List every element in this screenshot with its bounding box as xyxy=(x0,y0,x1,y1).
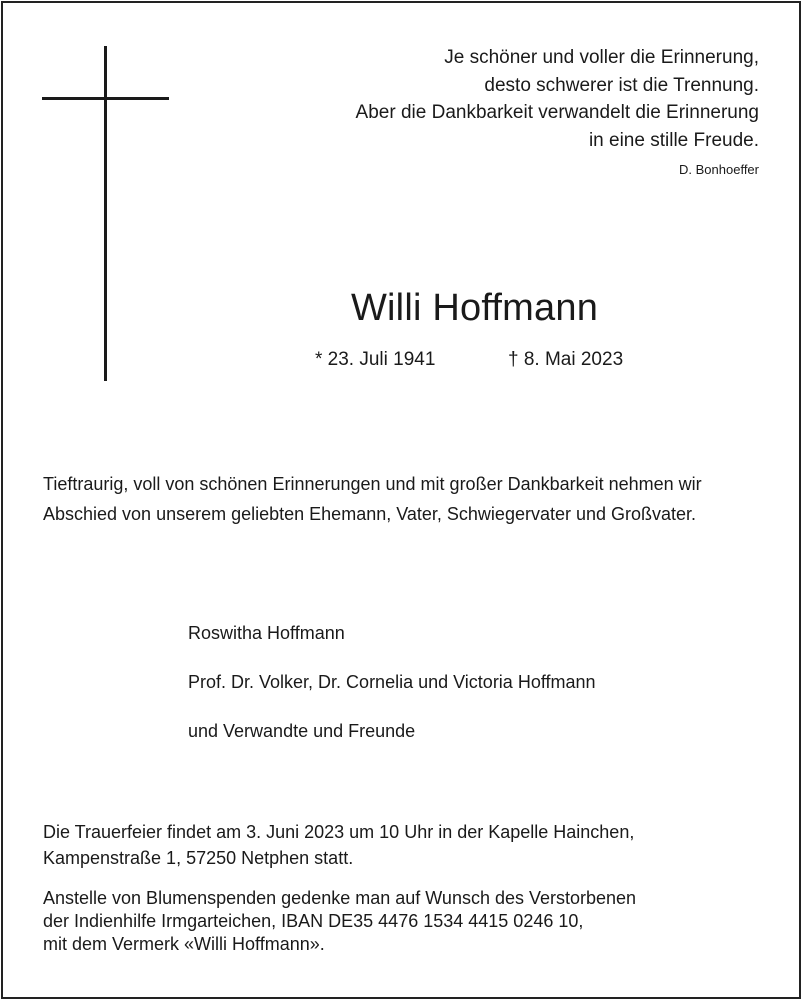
intro-paragraph xyxy=(43,469,702,529)
cross-horizontal-bar xyxy=(42,97,169,100)
mourner-name: Roswitha Hoffmann xyxy=(188,623,345,643)
quote-author: D. Bonhoeffer xyxy=(679,162,759,177)
deceased-name: Willi Hoffmann xyxy=(350,287,599,329)
donation-line: mit dem Vermerk «Willi Hoffmann». xyxy=(43,934,325,954)
birth-date: * 23. Juli 1941 xyxy=(315,349,436,370)
intro-line: Tieftraurig, voll von schönen Erinnerungen und mit großer Dankbarkeit nehmen wir xyxy=(43,474,702,494)
death-date: † 8. Mai 2023 xyxy=(508,349,624,370)
donation-line: der Indienhilfe Irmgarteichen, IBAN DE35 4476 1534 4415 0246 10, xyxy=(43,911,584,931)
quote-line: in eine stille Freude. xyxy=(588,129,759,151)
ceremony-line: Kampenstraße 1, 57250 Netphen statt. xyxy=(43,848,354,868)
donation-line: Anstelle von Blumenspenden gedenke man auf Wunsch des Verstorbenen xyxy=(43,888,637,908)
donation-info xyxy=(43,887,636,956)
ceremony-info xyxy=(43,819,634,871)
obituary-notice xyxy=(1,1,801,999)
quote-line: desto schwerer ist die Trennung. xyxy=(484,74,759,96)
quote-line: Aber die Dankbarkeit verwandelt die Erinnerung xyxy=(355,102,759,123)
mourners-list xyxy=(188,620,596,767)
quote-block xyxy=(356,44,759,177)
mourner-name: und Verwandte und Freunde xyxy=(188,721,416,741)
quote-line: Je schöner und voller die Erinnerung, xyxy=(444,47,759,68)
intro-line: Abschied von unserem geliebten Ehemann, Vater, Schwiegervater und Großvater. xyxy=(43,504,697,524)
mourner-name: Prof. Dr. Volker, Dr. Cornelia und Victoria Hoffmann xyxy=(188,672,596,692)
ceremony-line: Die Trauerfeier findet am 3. Juni 2023 um 10 Uhr in der Kapelle Hainchen, xyxy=(43,822,635,842)
